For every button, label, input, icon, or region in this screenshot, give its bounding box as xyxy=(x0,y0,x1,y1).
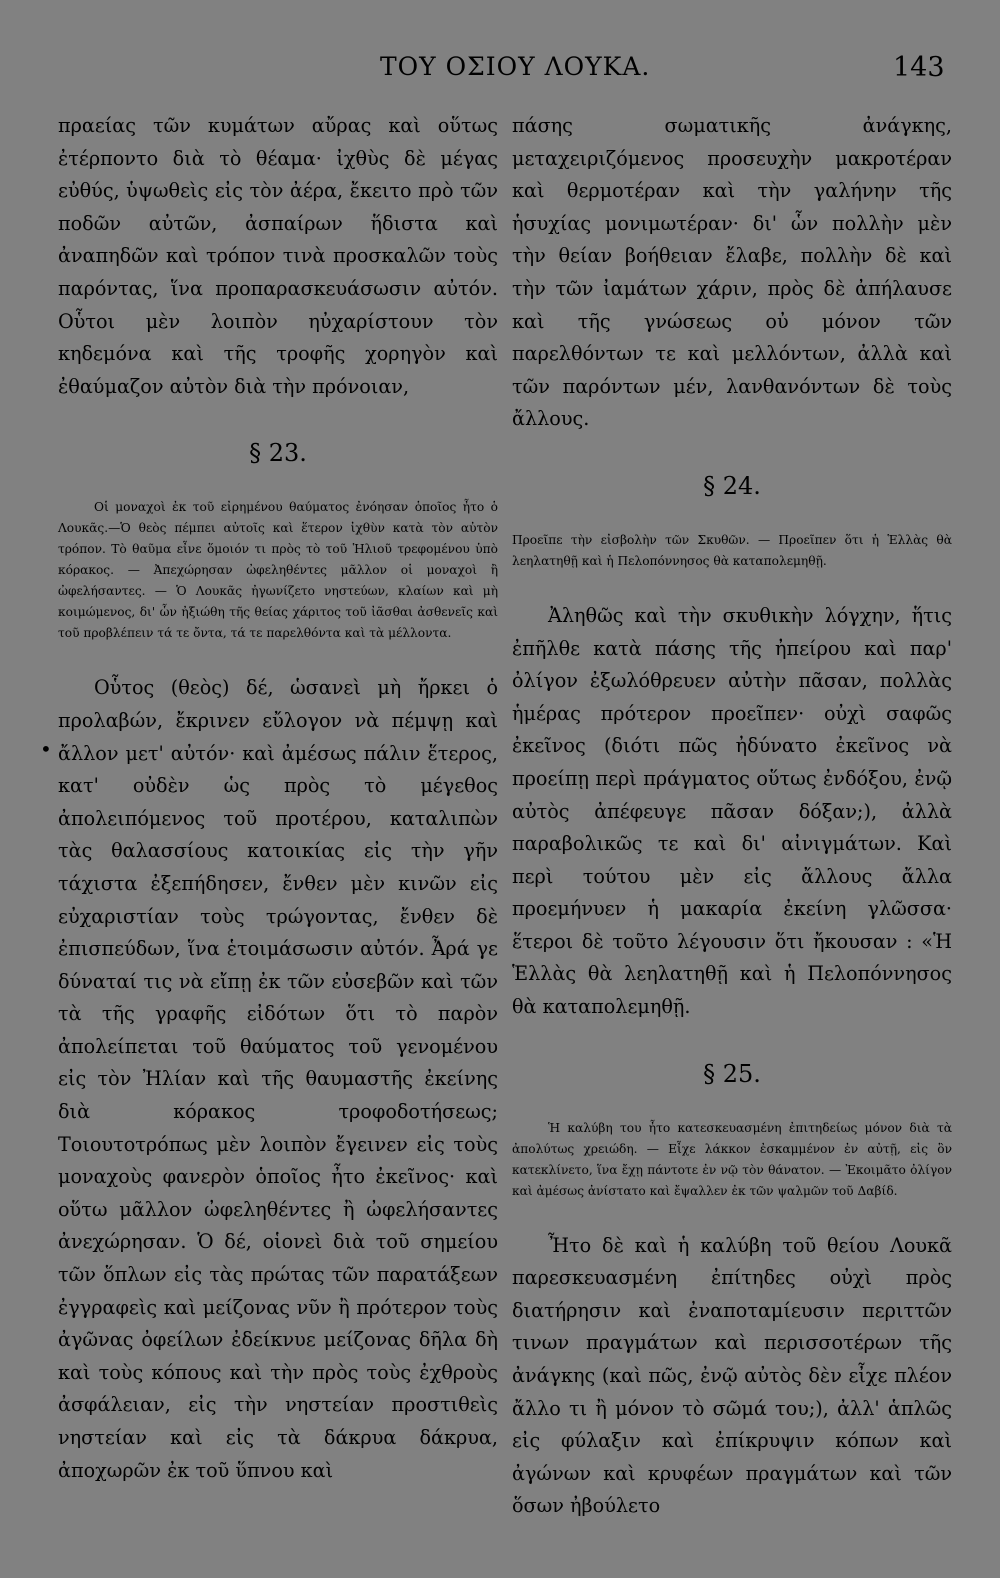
running-title: ΤΟΥ ΟΣΙΟΥ ΛΟΥΚΑ. xyxy=(380,52,651,81)
section-summary-25: Ἡ καλύβη του ἦτο κατεσκευασμένη ἐπιτηδείως μόνον διὰ τὰ ἀπολύτως χρειώδη. — Εἶχε λάκκον ἐσκαμμένον ἐν αὐτῇ, εἰς ὃν κατεκλίνετο, ἵνα ἔχῃ πάντοτε ἐν νῷ τὸν θάνατον. — Ἐκοιμᾶτο ὀλίγον καὶ ἀμέσως ἀνίστατο καὶ ἔψαλλεν ἐκ τῶν ψαλμῶν τοῦ Δαβίδ. xyxy=(512,1120,952,1198)
section-heading-23: § 23. xyxy=(249,439,307,468)
section-body-23: Οὗτος (θεὸς) δέ, ὡσανεὶ μὴ ἤρκει ὁ προλαβών, ἔκρινεν εὔλογον νὰ πέμψῃ καὶ ἄλλον μετ' αὐτόν· καὶ ἀμέσως πάλιν ἕτερος, κατ' οὐδὲν ὡς πρὸς τὸ μέγεθος ἀπολειπόμενος τοῦ προτέρου, καταλιπὼν τὰς θαλασσίους κατοικίας εἰς τὴν γῆν τάχιστα ἐξεπήδησεν, ἔνθεν μὲν κινῶν εἰς εὐχαριστίαν τοὺς τρώγοντας, ἔνθεν δὲ ἐπισπεύδων, ἵνα ἑτοιμάσωσιν αὐτόν. Ἆρά γε δύναταί τις νὰ εἴπῃ ἐκ τῶν εὐσεβῶν καὶ τῶν τὰ τῆς γραφῆς εἰδότων ὅτι τὸ παρὸν ἀπολείπεται τοῦ θαύματος τοῦ γενομένου εἰς τὸν Ἠλίαν καὶ τῆς θαυμαστῆς ἐκείνης διὰ κόρακος τροφοδοτήσεως; Τοιουτοτρόπως μὲν λοιπὸν ἔγεινεν εἰς τοὺς μοναχοὺς φανερὸν ὁποῖος ἦτο ἐκεῖνος· καὶ οὕτω μᾶλλον ὠφεληθέντες ἢ ὠφελήσαντες ἀνεχώρησαν. Ὁ δέ, οἱονεὶ διὰ τοῦ σημείου τῶν ὅπλων εἰς τὰς πρώτας τῶν παρατάξεων ἐγγραφεὶς καὶ μείζονας νῦν ἢ πρότερον τοὺς ἀγῶνας ὀφείλων ἐδείκνυε μείζονας δῆλα δὴ καὶ τοὺς κόπους καὶ τὴν πρὸς τοὺς ἐχθροὺς ἀσφάλειαν, εἰς τὴν νηστείαν προστιθεὶς νηστείαν καὶ εἰς τὰ δάκρυα δάκρυα, ἀποχωρῶν ἐκ τοῦ ὕπνου καὶ xyxy=(58,676,498,1482)
section-summary-23: Οἱ μοναχοὶ ἐκ τοῦ εἰρημένου θαύματος ἐνόησαν ὁποῖος ἦτο ὁ Λουκᾶς.—Ὁ θεὸς πέμπει αὐτοῖς καὶ ἕτερον ἰχθὺν κατὰ τὸν αὐτὸν τρόπον. Τὸ θαῦμα εἶνε ὅμοιόν τι πρὸς τὸ τοῦ Ἡλιοῦ τρεφομένου ὑπὸ κόρακος. — Ἀπεχώρησαν ὠφεληθέντες μᾶλλον οἱ μοναχοὶ ἢ ὠφελήσαντες. — Ὁ Λουκᾶς ἠγωνίζετο νηστεύων, κλαίων καὶ μὴ κοιμώμενος, δι' ὧν ἠξιώθη τῆς θείας χάριτος τοῦ ἰᾶσθαι ἀσθενεῖς καὶ τοῦ προβλέπειν τά τε ὄντα, τά τε παρελθόντα καὶ τὰ μέλλοντα. xyxy=(58,500,498,641)
left-continued-paragraph: πραείας τῶν κυμάτων αὔρας καὶ οὕτως ἐτέρποντο διὰ τὸ θέαμα· ἰχθὺς δὲ μέγας εὐθύς, ὑψωθεὶς εἰς τὸν ἀέρα, ἔκειτο πρὸ τῶν ποδῶν αὐτῶν, ἀσπαίρων ἥδιστα καὶ ἀναπηδῶν καὶ τρόπον τινὰ προσκαλῶν τοὺς παρόντας, ἵνα προπαρασκευάσωσιν αὐτόν. Οὗτοι μὲν λοιπὸν ηὐχαρίστουν τὸν κηδεμόνα καὶ τῆς τροφῆς χορηγὸν καὶ ἐθαύμαζον αὐτὸν διὰ τὴν πρόνοιαν, xyxy=(58,114,498,398)
margin-dot: • xyxy=(40,737,52,761)
section-body-24: Ἀληθῶς καὶ τὴν σκυθικὴν λόγχην, ἥτις ἐπῆλθε κατὰ πάσης τῆς ἠπείρου καὶ παρ' ὀλίγον ἐξωλόθρευεν αὐτὴν πᾶσαν, πολλὰς ἡμέρας πρότερον προεῖπεν· οὐχὶ σαφῶς ἐκεῖνος (διότι πῶς ἠδύνατο ἐκεῖνος νὰ προείπῃ περὶ πράγματος οὕτως ἐνδόξου, ἐνῷ αὐτὸς ἀπέφευγε πᾶσαν δόξαν;), ἀλλὰ παραβολικῶς τε καὶ δι' αἰνιγμάτων. Καὶ περὶ τούτου μὲν εἰς ἄλλους ἄλλα προεμήνυεν ἡ μακαρία ἐκείνη γλῶσσα· ἕτεροι δὲ τοῦτο λέγουσιν ὅτι ἤκουσαν : «Ἡ Ἑλλὰς θὰ λεηλατηθῇ καὶ ἡ Πελοπόννησος θὰ καταπολεμηθῇ. xyxy=(512,603,952,1019)
section-heading-25: § 25. xyxy=(703,1059,761,1088)
section-summary-24: Προεῖπε τὴν εἰσβολὴν τῶν Σκυθῶν. — Προεῖπεν ὅτι ἡ Ἑλλὰς θὰ λεηλατηθῇ καὶ ἡ Πελοπόννησος θὰ καταπολεμηθῇ. xyxy=(512,532,952,568)
page-number: 143 xyxy=(893,52,945,83)
section-heading-24: § 24. xyxy=(703,471,761,500)
section-body-25: Ἦτο δὲ καὶ ἡ καλύβη τοῦ θείου Λουκᾶ παρεσκευασμένη ἐπίτηδες οὐχὶ πρὸς διατήρησιν καὶ ἐναποταμίευσιν περιττῶν τινων πραγμάτων καὶ περισσοτέρων τῆς ἀνάγκης (καὶ πῶς, ἐνῷ αὐτὸς δὲν εἶχε πλέον ἄλλο τι ἢ μόνον τὸ σῶμά του;), ἀλλ' ἁπλῶς εἰς φύλαξιν καὶ ἐπίκρυψιν κόπων καὶ ἀγώνων καὶ κρυφέων πραγμάτων καὶ τῶν ὅσων ἠβούλετο xyxy=(512,1233,952,1518)
page-header xyxy=(0,52,1000,92)
right-continued-paragraph: πάσης σωματικῆς ἀνάγκης, μεταχειριζόμενος προσευχὴν μακροτέραν καὶ θερμοτέραν καὶ τὴν γαλήνην τῆς ἡσυχίας μονιμωτέραν· δι' ὧν πολλὴν μὲν τὴν θείαν βοήθειαν ἔλαβε, πολλὴν δὲ καὶ τὴν τῶν ἰαμάτων χάριν, πρὸς δὲ ἀπήλαυσε καὶ τῆς γνώσεως οὐ μόνον τῶν παρελθόντων τε καὶ μελλόντων, ἀλλὰ καὶ τῶν παρόντων μέν, λανθανόντων δὲ τοὺς ἄλλους. xyxy=(512,114,952,431)
left-column xyxy=(58,110,498,1487)
right-column xyxy=(512,110,952,1523)
